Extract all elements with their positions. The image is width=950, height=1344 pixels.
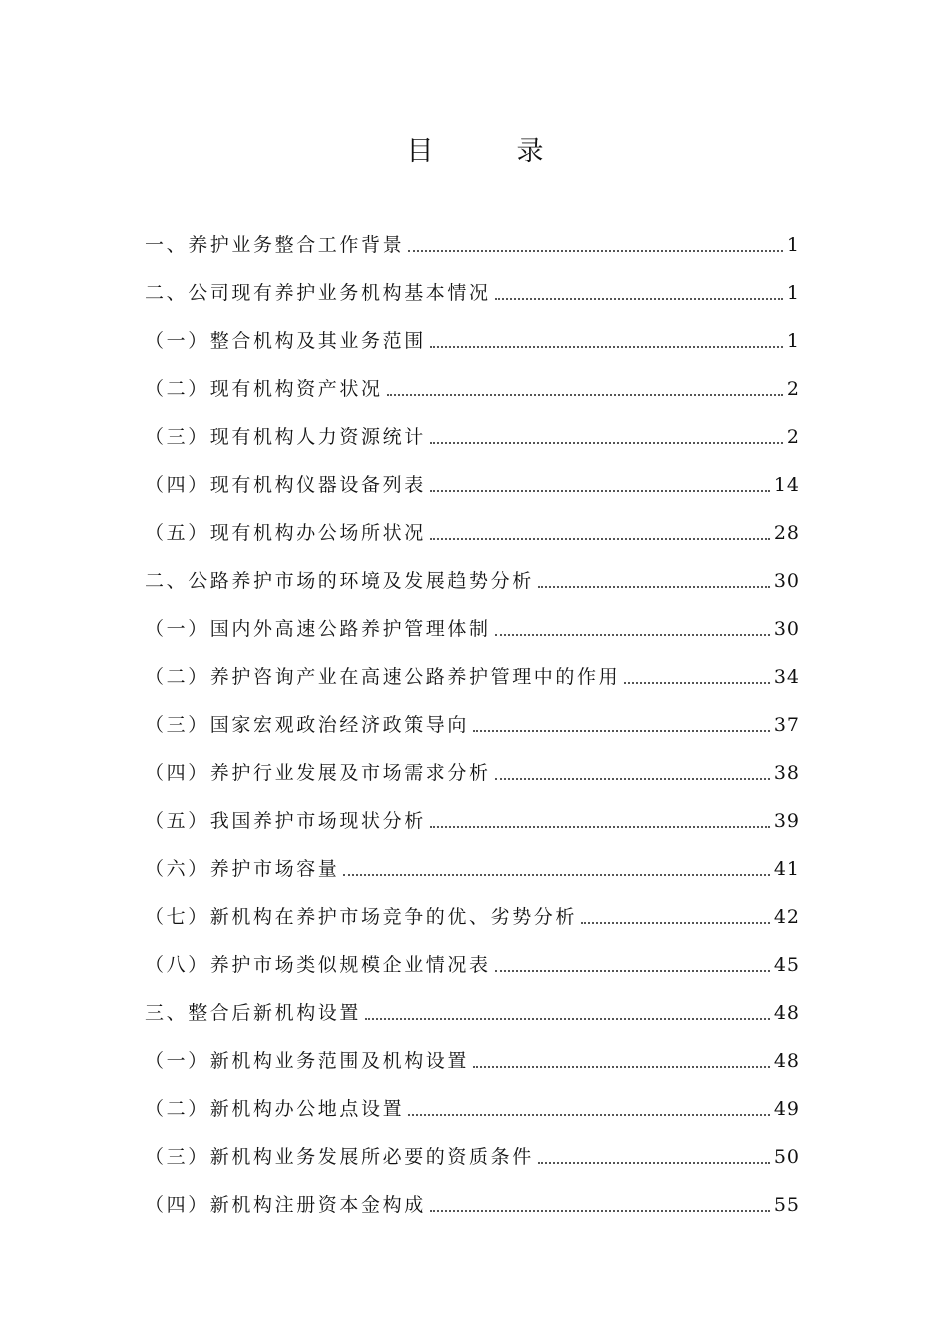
toc-entry[interactable] — [145, 550, 800, 598]
dot-leader — [343, 873, 769, 876]
toc-entry-page-number: 2 — [786, 426, 800, 448]
toc-entry-label: （一）国内外高速公路养护管理体制 — [145, 618, 491, 640]
dot-leader — [365, 1017, 770, 1020]
toc-entry[interactable] — [145, 262, 800, 310]
dot-leader — [495, 777, 770, 780]
toc-entry-label: （二）现有机构资产状况 — [145, 378, 383, 400]
dot-leader — [430, 489, 770, 492]
toc-entry-page-number: 30 — [773, 618, 800, 640]
toc-entry[interactable] — [145, 310, 800, 358]
toc-entry-label: 一、养护业务整合工作背景 — [145, 234, 405, 256]
toc-entry-page-number: 42 — [773, 906, 800, 928]
toc-entry-label: （一）新机构业务范围及机构设置 — [145, 1050, 470, 1072]
page-title: 目 录 — [406, 136, 572, 167]
toc-entry[interactable] — [145, 454, 800, 502]
toc-entry-label: （二）新机构办公地点设置 — [145, 1098, 405, 1120]
toc-entry-label: （一）整合机构及其业务范围 — [145, 330, 426, 352]
toc-entry-page-number: 37 — [773, 714, 800, 736]
toc-entry-page-number: 14 — [773, 474, 800, 496]
dot-leader — [408, 249, 783, 252]
toc-entry[interactable] — [145, 838, 800, 886]
toc-entry-page-number: 50 — [773, 1146, 800, 1168]
toc-entry[interactable] — [145, 1030, 800, 1078]
dot-leader — [408, 1113, 770, 1116]
toc-entry[interactable] — [145, 742, 800, 790]
toc-entry[interactable] — [145, 358, 800, 406]
toc-entry-page-number: 45 — [773, 954, 800, 976]
dot-leader — [495, 633, 770, 636]
toc-entry-label: （四）养护行业发展及市场需求分析 — [145, 762, 491, 784]
toc-entry[interactable] — [145, 646, 800, 694]
toc-entry-page-number: 2 — [786, 378, 800, 400]
toc-entry-page-number: 28 — [773, 522, 800, 544]
toc-entry-label: 二、公司现有养护业务机构基本情况 — [145, 282, 491, 304]
toc-entry-label: 三、整合后新机构设置 — [145, 1002, 362, 1024]
dot-leader — [430, 537, 770, 540]
dot-leader — [430, 441, 783, 444]
toc-entry-page-number: 1 — [786, 330, 800, 352]
dot-leader — [581, 921, 770, 924]
toc-entry-label: （四）新机构注册资本金构成 — [145, 1194, 426, 1216]
toc-entry[interactable] — [145, 598, 800, 646]
dot-leader — [473, 1065, 770, 1068]
toc-entry-page-number: 1 — [786, 234, 800, 256]
dot-leader — [430, 825, 770, 828]
toc-entry[interactable] — [145, 502, 800, 550]
toc-entry[interactable] — [145, 694, 800, 742]
toc-entry-label: （八）养护市场类似规模企业情况表 — [145, 954, 491, 976]
dot-leader — [538, 1161, 770, 1164]
toc-entry-label: （三）现有机构人力资源统计 — [145, 426, 426, 448]
table-of-contents — [145, 214, 800, 1222]
dot-leader — [430, 1209, 770, 1212]
toc-entry-page-number: 39 — [773, 810, 800, 832]
toc-entry[interactable] — [145, 1174, 800, 1222]
toc-entry[interactable] — [145, 886, 800, 934]
toc-entry[interactable] — [145, 982, 800, 1030]
dot-leader — [624, 681, 770, 684]
toc-entry-page-number: 34 — [773, 666, 800, 688]
toc-entry[interactable] — [145, 934, 800, 982]
dot-leader — [495, 969, 770, 972]
toc-entry-page-number: 48 — [773, 1002, 800, 1024]
toc-entry-page-number: 48 — [773, 1050, 800, 1072]
toc-entry-page-number: 30 — [773, 570, 800, 592]
toc-entry[interactable] — [145, 790, 800, 838]
toc-entry[interactable] — [145, 1126, 800, 1174]
toc-entry[interactable] — [145, 406, 800, 454]
toc-entry-label: （五）我国养护市场现状分析 — [145, 810, 426, 832]
toc-entry[interactable] — [145, 214, 800, 262]
toc-entry[interactable] — [145, 1078, 800, 1126]
toc-entry-page-number: 38 — [773, 762, 800, 784]
toc-entry-label: （五）现有机构办公场所状况 — [145, 522, 426, 544]
toc-entry-label: （四）现有机构仪器设备列表 — [145, 474, 426, 496]
toc-entry-label: （二）养护咨询产业在高速公路养护管理中的作用 — [145, 666, 621, 688]
dot-leader — [430, 345, 783, 348]
dot-leader — [538, 585, 770, 588]
toc-entry-label: （七）新机构在养护市场竞争的优、劣势分析 — [145, 906, 578, 928]
dot-leader — [495, 297, 783, 300]
dot-leader — [387, 393, 783, 396]
toc-entry-page-number: 41 — [773, 858, 800, 880]
dot-leader — [473, 729, 770, 732]
toc-entry-label: （六）养护市场容量 — [145, 858, 340, 880]
toc-entry-page-number: 49 — [773, 1098, 800, 1120]
toc-entry-page-number: 1 — [786, 282, 800, 304]
toc-entry-label: （三）新机构业务发展所必要的资质条件 — [145, 1146, 534, 1168]
toc-entry-label: 二、公路养护市场的环境及发展趋势分析 — [145, 570, 534, 592]
toc-entry-label: （三）国家宏观政治经济政策导向 — [145, 714, 470, 736]
toc-entry-page-number: 55 — [773, 1194, 800, 1216]
